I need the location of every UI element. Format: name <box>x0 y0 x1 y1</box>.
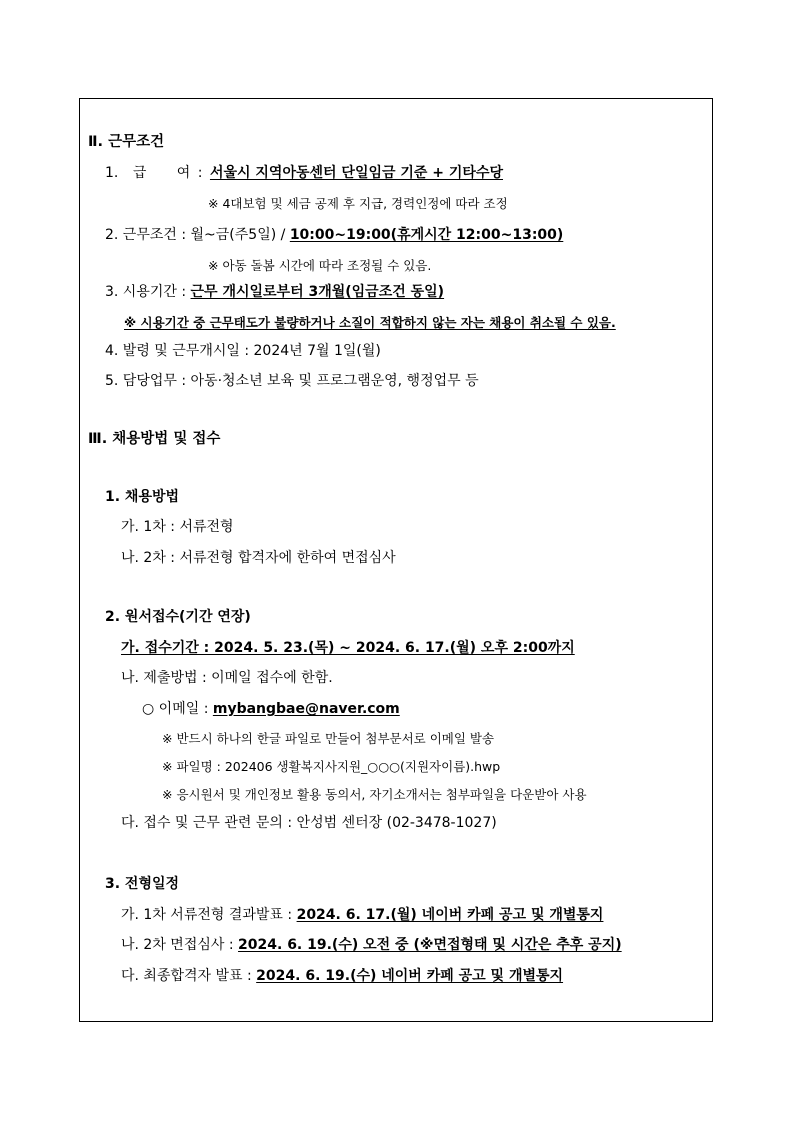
application-submit: 나. 제출방법 : 이메일 접수에 한함. <box>121 670 333 686</box>
schedule-item-2-value: 2024. 6. 19.(수) 오전 중 (※면접형태 및 시간은 추후 공지) <box>238 937 622 953</box>
schedule-item-2-label: 나. 2차 면접심사 : <box>121 937 234 953</box>
schedule-item-1 <box>121 906 603 924</box>
conditions-line <box>105 226 563 244</box>
schedule-item-1-label: 가. 1차 서류전형 결과발표 : <box>121 907 293 923</box>
method-item-2: 나. 2차 : 서류전형 합격자에 한하여 면접심사 <box>121 550 396 566</box>
salary-sep: : <box>197 165 203 181</box>
conditions-days: 월~금(주5일) / <box>190 227 286 243</box>
salary-value: 서울시 지역아동센터 단일임금 기준 + 기타수당 <box>209 165 504 181</box>
application-note-2: ※ 파일명 : 202406 생활복지사지원_○○○(지원자이름).hwp <box>162 759 501 774</box>
section-3-heading: Ⅲ. 채용방법 및 접수 <box>88 431 221 447</box>
email-line <box>142 700 400 718</box>
application-period: 가. 접수기간 : 2024. 5. 23.(목) ~ 2024. 6. 17.(월) 오후 2:00까지 <box>121 640 575 656</box>
conditions-label: 2. 근무조건 : <box>105 227 187 243</box>
probation-label: 3. 시용기간 : <box>105 284 187 300</box>
salary-line <box>105 164 503 182</box>
schedule-item-2 <box>121 936 622 954</box>
conditions-note: ※ 아동 돌봄 시간에 따라 조정될 수 있음. <box>208 258 432 273</box>
conditions-hours: 10:00~19:00(휴게시간 12:00~13:00) <box>289 227 564 243</box>
salary-label-2: 여 <box>176 165 191 181</box>
probation-line <box>105 283 444 301</box>
application-title: 2. 원서접수(기간 연장) <box>105 609 251 625</box>
schedule-title: 3. 전형일정 <box>105 876 180 892</box>
application-inquiry: 다. 접수 및 근무 관련 문의 : 안성범 센터장 (02-3478-1027) <box>121 815 497 831</box>
application-note-1: ※ 반드시 하나의 한글 파일로 만들어 첨부문서로 이메일 발송 <box>162 731 495 746</box>
method-item-1: 가. 1차 : 서류전형 <box>121 519 234 535</box>
salary-label-1: 급 <box>132 165 147 181</box>
schedule-item-1-value: 2024. 6. 17.(월) 네이버 카페 공고 및 개별통지 <box>296 907 604 923</box>
email-address[interactable]: mybangbae@naver.com <box>212 701 400 717</box>
email-label: ○ 이메일 : <box>142 701 209 717</box>
schedule-item-3-label: 다. 최종합격자 발표 : <box>121 968 252 984</box>
method-title: 1. 채용방법 <box>105 489 180 505</box>
section-2-heading: Ⅱ. 근무조건 <box>88 134 165 150</box>
salary-num: 1. <box>105 165 119 181</box>
duty: 5. 담당업무 : 아동·청소년 보육 및 프로그램운영, 행정업무 등 <box>105 373 479 389</box>
schedule-item-3-value: 2024. 6. 19.(수) 네이버 카페 공고 및 개별통지 <box>256 968 564 984</box>
salary-note: ※ 4대보험 및 세금 공제 후 지급, 경력인정에 따라 조정 <box>208 196 508 211</box>
start-date: 4. 발령 및 근무개시일 : 2024년 7월 1일(월) <box>105 343 381 359</box>
probation-value: 근무 개시일로부터 3개월(임금조건 동일) <box>190 284 445 300</box>
probation-note: ※ 시용기간 중 근무태도가 불량하거나 소질이 적합하지 않는 자는 채용이 취소될 수 있음. <box>124 315 616 330</box>
schedule-item-3 <box>121 967 563 985</box>
application-note-3: ※ 응시원서 및 개인정보 활용 동의서, 자기소개서는 첨부파일을 다운받아 사용 <box>162 787 587 802</box>
